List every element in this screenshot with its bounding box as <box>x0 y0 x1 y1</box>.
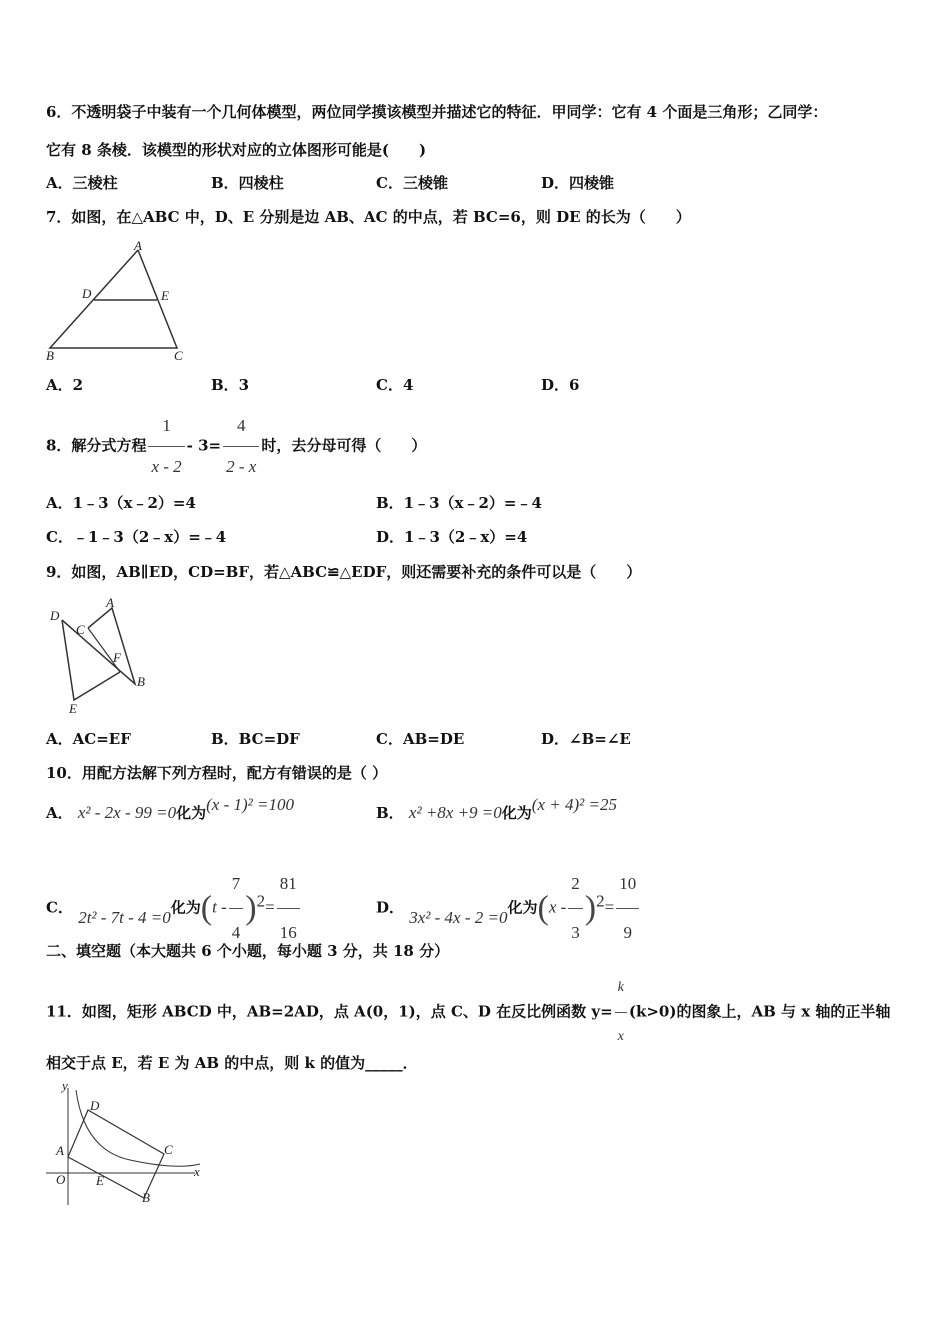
q9-option-b: B．BC=DF <box>211 730 300 748</box>
q9-stem: 9．如图，AB∥ED，CD=BF，若△ABC≌△EDF，则还需要补充的条件可以是（ ） <box>46 563 642 581</box>
q8-fraction-2: $\frac{4}{2 - x}$ <box>223 408 259 485</box>
label-b: B <box>46 348 54 363</box>
q6-stem-line1: 6．不透明袋子中装有一个几何体模型，两位同学摸该模型并描述它的特征．甲同学：它有 4 个面是三角形；乙同学： <box>46 103 828 121</box>
q6-stem-line2: 它有 8 条棱．该模型的形状对应的立体图形可能是( ) <box>46 141 427 159</box>
q8-post: 时，去分母可得（ ） <box>261 436 427 455</box>
q6-option-a: A．三棱柱 <box>46 174 118 192</box>
q10-stem: 10．用配方法解下列方程时，配方有错误的是（ ） <box>46 764 388 782</box>
svg-text:x: x <box>194 1164 200 1179</box>
svg-text:y: y <box>62 1080 68 1093</box>
q10-option-b: B． x² +8x +9 =0化为(x + 4)² =25 <box>376 795 617 822</box>
q8-option-a: A．1﹣3（x﹣2）=4 <box>46 494 196 512</box>
label-d: D <box>50 608 60 623</box>
q6-option-b: B．四棱柱 <box>211 174 284 192</box>
svg-text:B: B <box>142 1190 150 1205</box>
q10-option-a: A． x² - 2x - 99 =0化为(x - 1)² =100 <box>46 795 294 822</box>
q8-option-c: C．﹣1﹣3（2﹣x）=﹣4 <box>46 528 227 546</box>
q8-option-b: B．1﹣3（x﹣2）=﹣4 <box>376 494 542 512</box>
q6-option-d: D．四棱锥 <box>541 174 615 192</box>
q9-figure <box>40 592 160 717</box>
q8-option-d: D．1﹣3（2﹣x）=4 <box>376 528 528 546</box>
q8-pre: 8．解分式方程 <box>46 436 147 455</box>
q7-option-a: A．2 <box>46 376 84 394</box>
svg-text:D: D <box>90 1098 100 1113</box>
label-b: B <box>137 674 145 689</box>
q10-option-c: C． 2t² - 7t - 4 =0化为(t - $\frac{7}{4}$ )$^2$= $\frac{81}{16}$ <box>46 862 302 955</box>
q9-option-c: C．AB=DE <box>376 730 465 748</box>
svg-text:E: E <box>96 1173 104 1188</box>
q7-option-b: B．3 <box>211 376 250 394</box>
label-c: C <box>76 622 85 637</box>
q9-option-a: A．AC=EF <box>46 730 131 748</box>
label-f: F <box>113 650 121 665</box>
label-e: E <box>161 288 169 303</box>
q7-option-d: D．6 <box>541 376 580 394</box>
section-2-heading: 二、填空题（本大题共 6 个小题，每小题 3 分，共 18 分） <box>46 942 450 960</box>
label-a: A <box>134 238 142 253</box>
q8-mid: - 3= <box>186 436 222 455</box>
svg-text:O: O <box>56 1172 66 1187</box>
label-a: A <box>106 595 114 610</box>
q7-option-c: C．4 <box>376 376 414 394</box>
q11-stem-line2: 相交于点 E，若 E 为 AB 的中点，则 k 的值为_____． <box>46 1054 418 1072</box>
q10-option-d: D． 3x² - 4x - 2 =0化为(x - $\frac{2}{3}$ )$^2$= $\frac{10}{9}$ <box>376 862 641 955</box>
svg-text:C: C <box>164 1142 173 1157</box>
label-c: C <box>174 348 183 363</box>
q11-coordinate-figure <box>40 1080 210 1212</box>
q6-option-c: C．三棱锥 <box>376 174 448 192</box>
q8-stem <box>46 408 426 485</box>
q7-stem: 7．如图，在△ABC 中，D、E 分别是边 AB、AC 的中点，若 BC=6，则 DE 的长为（ ） <box>46 208 691 226</box>
label-e: E <box>69 701 77 716</box>
q7-triangle-figure <box>40 238 200 366</box>
svg-text:A: A <box>56 1143 64 1158</box>
label-d: D <box>82 286 92 301</box>
q11-stem-line1: 11．如图，矩形 ABCD 中，AB=2AD，点 A(0，1)，点 C、D 在反比例函数 y= $\frac{k}{x}$ (k>0)的图象上，AB 与 x 轴的正半轴 <box>46 966 890 1059</box>
q9-option-d: D．∠B=∠E <box>541 730 631 748</box>
q8-fraction-1: $\frac{1}{x - 2}$ <box>148 408 184 485</box>
